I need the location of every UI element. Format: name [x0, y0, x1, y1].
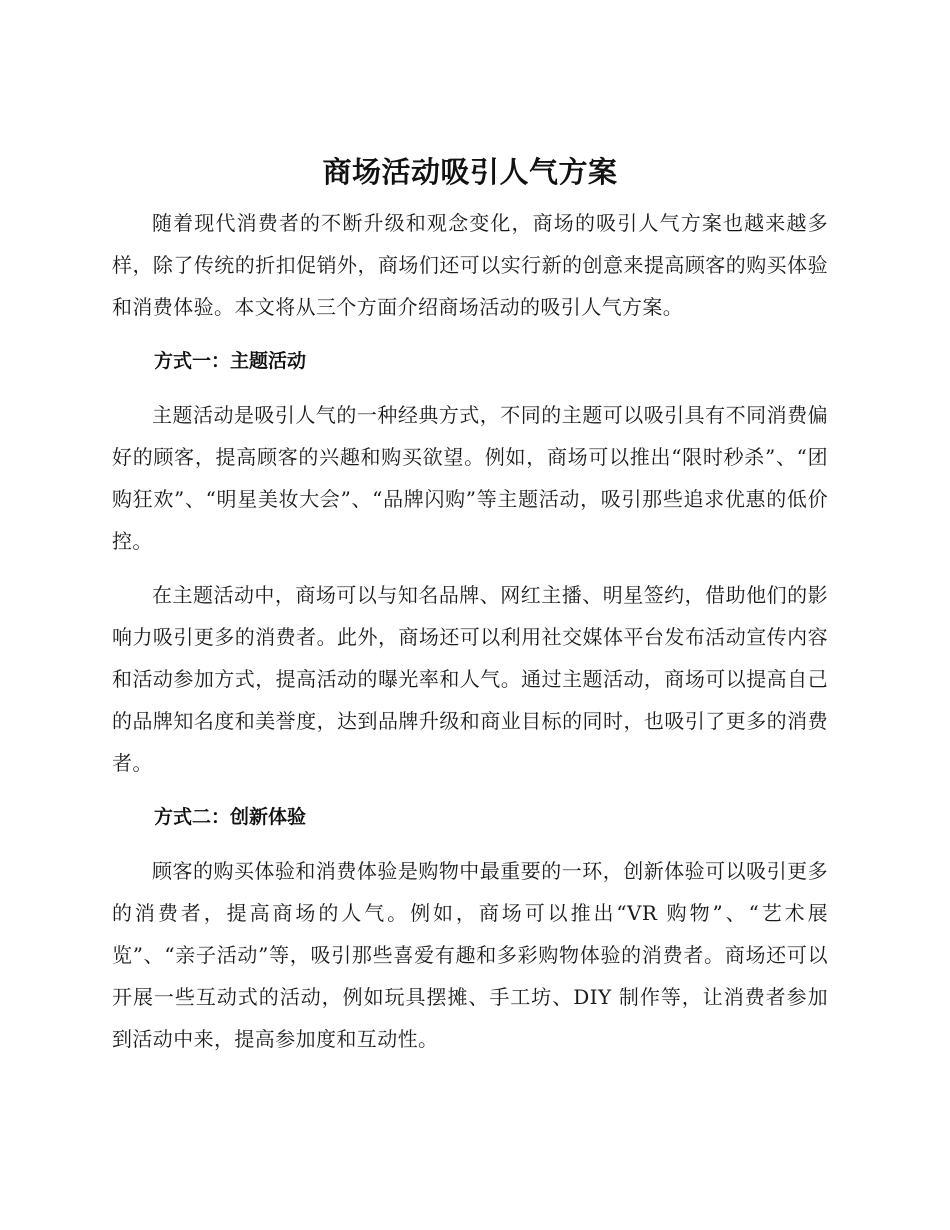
intro-paragraph: 随着现代消费者的不断升级和观念变化，商场的吸引人气方案也越来越多样，除了传统的折扣促销外，商场们还可以实行新的创意来提高顾客的购买体验和消费体验。本文将从三个方面介绍商场活动的吸引人气方案。 — [112, 211, 828, 319]
section2-paragraph-1: 顾客的购买体验和消费体验是购物中最重要的一环，创新体验可以吸引更多的消费者，提高商场的人气。例如，商场可以推出“VR 购物”、“艺术展览”、“亲子活动”等，吸引那些喜爱有趣和多彩购物体验的消费者。商场还可以开展一些互动式的活动，例如玩具摆摊、手工坊、DIY 制作等，让消费者参加到活动中来，提高参加度和互动性。 — [112, 859, 828, 1051]
document-title: 商场活动吸引人气方案 — [322, 155, 618, 189]
section1-paragraph-1: 主题活动是吸引人气的一种经典方式，不同的主题可以吸引具有不同消费偏好的顾客，提高顾客的兴趣和购买欲望。例如，商场可以推出“限时秒杀”、“团购狂欢”、“明星美妆大会”、“品牌闪购”等主题活动，吸引那些追求优惠的低价控。 — [112, 403, 828, 553]
section-heading-theme-activities: 方式一：主题活动 — [154, 350, 307, 372]
section-heading-innovative-experience: 方式二：创新体验 — [154, 806, 307, 828]
document-page — [112, 150, 828, 1060]
section1-paragraph-2: 在主题活动中，商场可以与知名品牌、网红主播、明星签约，借助他们的影响力吸引更多的消费者。此外，商场还可以利用社交媒体平台发布活动宣传内容和活动参加方式，提高活动的曝光率和人气。通过主题活动，商场可以提高自己的品牌知名度和美誉度，达到品牌升级和商业目标的同时，也吸引了更多的消费者。 — [112, 583, 828, 775]
